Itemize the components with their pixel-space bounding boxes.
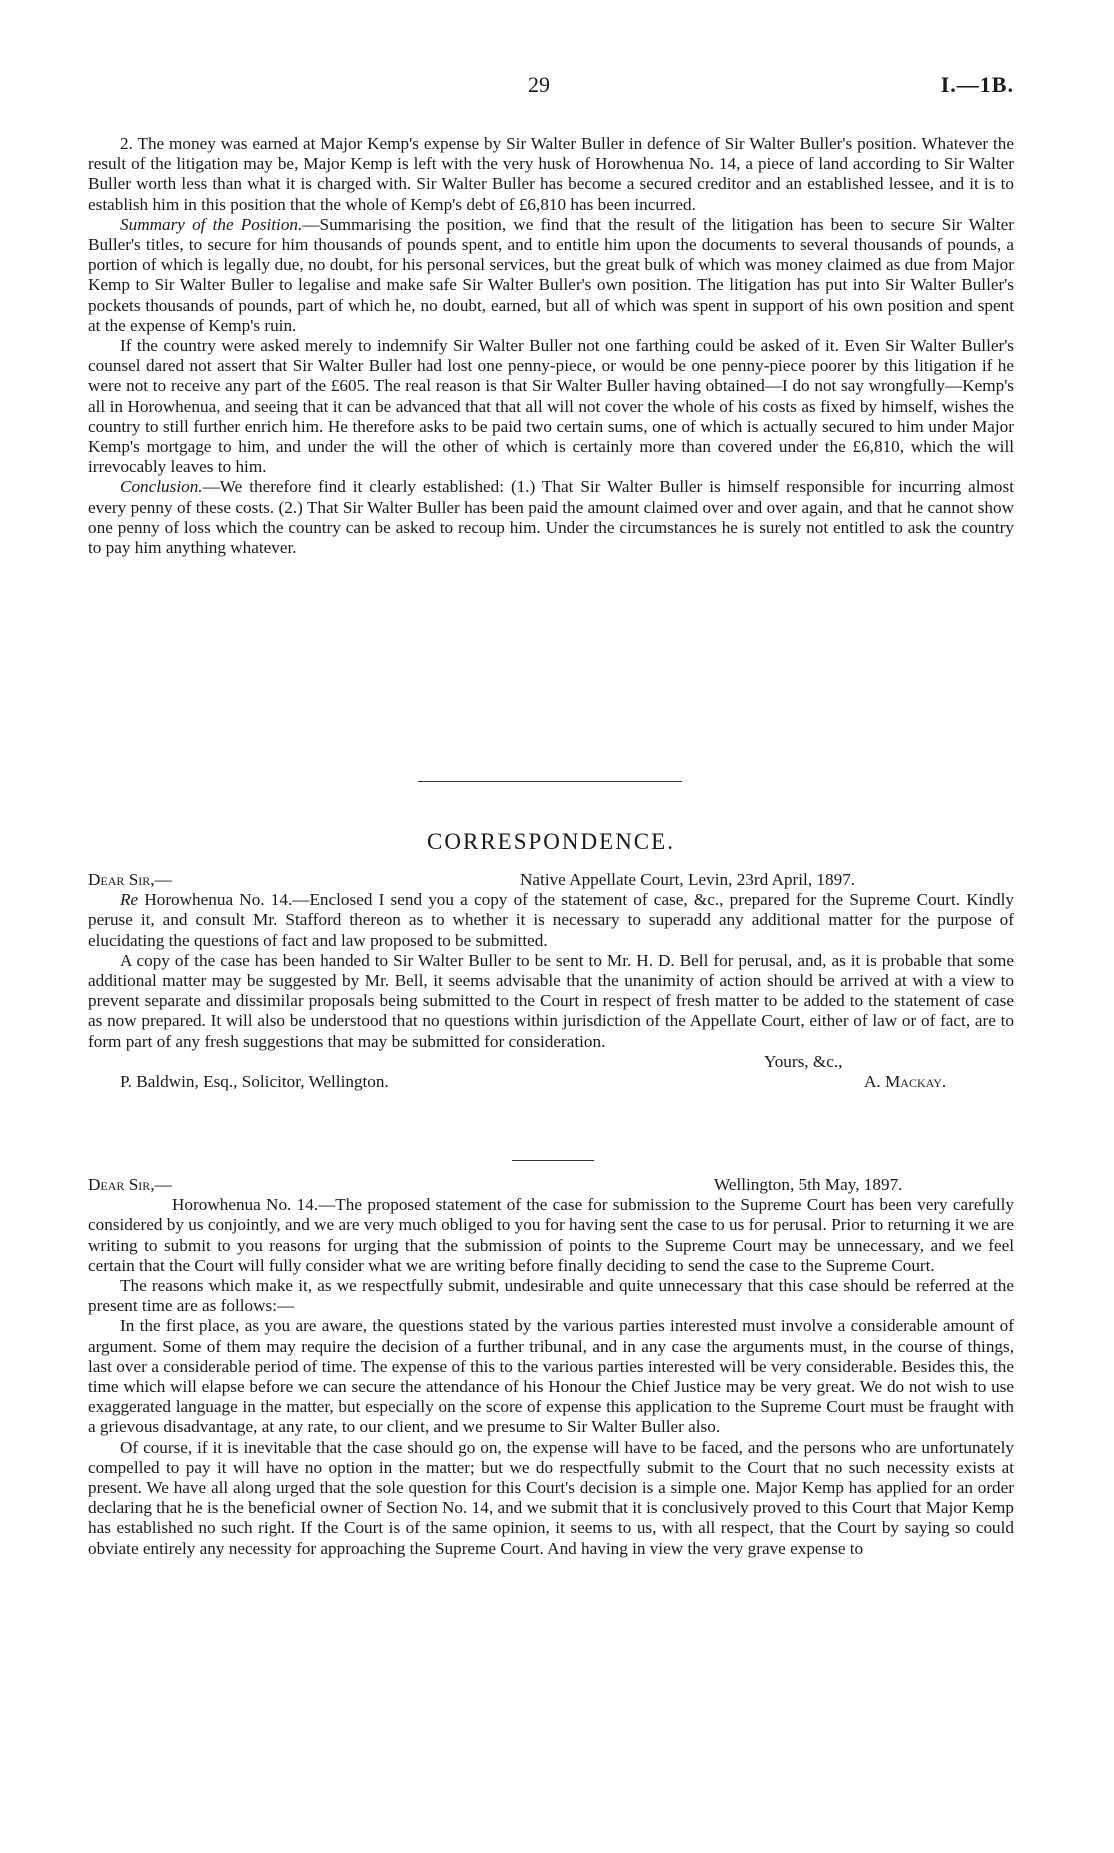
letter-1-addressee: P. Baldwin, Esq., Solicitor, Wellington. xyxy=(120,1072,389,1091)
paragraph-summary xyxy=(88,215,1014,336)
letter-2-paragraph-4: Of course, if it is inevitable that the case should go on, the expense will have to be faced, and the persons who are unfortunately compelled to pay it will have no option in the matter; but we do respectfully submit to the Court that no such necessity exists at present. We have all along urged that the sole question for this Court's decision is a simple one. Major Kemp has applied for an order declaring that he is the beneficial owner of Section No. 14, and we submit that it is conclusively proved to this Court that Major Kemp has established no such right. If the Court is of the same opinion, it seems to us, with all respect, that the Court by saying so could obviate entirely any necessity for approaching the Supreme Court. And having in view the very grave expense to xyxy=(88,1437,1014,1558)
letter-1-heading xyxy=(88,870,1014,890)
conclusion-heading: Conclusion. xyxy=(120,477,203,497)
letter-2-paragraph-2: The reasons which make it, as we respectfully submit, undesirable and quite unnecessary that this case should be referred at the present time are as follows:— xyxy=(88,1276,1014,1316)
letter-1-signature: A. Mackay. xyxy=(864,1072,947,1091)
letter-1 xyxy=(88,870,1014,1092)
letter-1-paragraph-2: A copy of the case has been handed to Sir Walter Buller to be sent to Mr. H. D. Bell for perusal, and, as it is probable that some additional matter may be suggested by Mr. Bell, it seems advisable that the unanimity of action should be arrived at with a view to prevent separate and dissimilar proposals being submitted to the Court in respect of fresh matter to be added to the statement of case as now prepared. It will also be understood that no questions within jurisdiction of the Appellate Court, either of law or of fact, are to form part of any fresh suggestions that may be submitted for consideration. xyxy=(88,950,1014,1051)
report-section xyxy=(88,134,1014,558)
document-reference: I.—1B. xyxy=(940,72,1014,97)
summary-text: —Summarising the position, we find that the result of the litigation has been to secure Sir Walter Buller's titles, to secure for him thousands of pounds spent, and to entitle him upon the documents to several thousands of pounds, a portion of which is legally due, no doubt, for his personal services, but the great bulk of which was money claimed as due from Major Kemp to Sir Walter Buller to legalise and make safe Sir Walter Buller's own position. The litigation has put into Sir Walter Buller's pockets thousands of pounds, part of which he, no doubt, earned, but all of which was spent in support of his own position and spent at the expense of Kemp's ruin. xyxy=(88,214,1014,335)
paragraph-indemnify: If the country were asked merely to indemnify Sir Walter Buller not one farthing could be asked of it. Even Sir Walter Buller's counsel dared not assert that Sir Walter Buller had lost one penny-piece, or would be one penny-piece poorer by this litigation if he were not to receive any part of the £605. The real reason is that Sir Walter Buller having obtained—I do not say wrongfully—Kemp's all in Horowhenua, and seeing that it can be advanced that that all will not cover the whole of his costs as fixed by himself, wishes the country to still further enrich him. He therefore asks to be paid two certain sums, one of which is actually secured to him under Major Kemp's mortgage to him, and under the will the other of which is certainly more than covered under the £6,810, which the will irrevocably leaves to him. xyxy=(88,336,1014,477)
letter-1-closing: Yours, &c., xyxy=(764,1051,843,1071)
letter-divider xyxy=(512,1160,594,1161)
paragraph-money-earned: 2. The money was earned at Major Kemp's expense by Sir Walter Buller in defence of Sir Walter Buller's position. Whatever the result of the litigation may be, Major Kemp is left with the very husk of Horowhenua No. 14, a piece of land according to Sir Walter Buller worth less than what it is charged with. Sir Walter Buller has become a secured creditor and an established lessee, and it is to establish him in this position that the whole of Kemp's debt of £6,810 has been incurred. xyxy=(88,134,1014,214)
section-divider xyxy=(418,781,682,782)
letter-2-place-date: Wellington, 5th May, 1897. xyxy=(714,1175,903,1194)
letter-2-heading xyxy=(88,1175,1014,1195)
page-header xyxy=(88,72,1014,102)
correspondence-title: CORRESPONDENCE. xyxy=(427,829,675,854)
paragraph-conclusion xyxy=(88,477,1014,558)
summary-heading: Summary of the Position. xyxy=(120,214,303,234)
letter-1-paragraph-1 xyxy=(88,890,1014,951)
letter-1-place-date: Native Appellate Court, Levin, 23rd April, 1897. xyxy=(520,870,856,889)
page-number: 29 xyxy=(528,72,550,97)
letter-1-closing-row xyxy=(88,1052,1014,1072)
letter-1-signoff-row xyxy=(88,1072,1014,1092)
letter-1-paragraph-1-text: Horowhenua No. 14.—Enclosed I send you a copy of the statement of case, &c., prepared for the Supreme Court. Kindly peruse it, and consult Mr. Stafford thereon as to whether it is necessary to superadd any additional matter for the purpose of elucidating the questions of fact and law proposed to be submitted. xyxy=(88,890,1014,950)
letter-2-paragraph-3: In the first place, as you are aware, the questions stated by the various parties interested must involve a considerable amount of argument. Some of them may require the decision of a further tribunal, and in any case the arguments must, in the course of things, last over a considerable period of time. The expense of this to the various parties interested will be very considerable. Besides this, the time which will elapse before we can secure the attendance of his Honour the Chief Justice may be very great. We do not wish to use exaggerated language in the matter, but especially on the score of expense this application to the Supreme Court must be fraught with a grievous disadvantage, at any rate, to our client, and we presume to Sir Walter Buller also. xyxy=(88,1316,1014,1437)
letter-2-salutation: Dear Sir,— xyxy=(88,1175,172,1194)
letter-2 xyxy=(88,1175,1014,1559)
letter-2-paragraph-1: Horowhenua No. 14.—The proposed statement of the case for submission to the Supreme Court has been very carefully considered by us conjointly, and we are very much obliged to you for having sent the case to us for perusal. Prior to returning it we are writing to submit to you reasons for urging that the submission of points to the Supreme Court may be unnecessary, and we feel certain that the Court will fully consider what we are writing before finally deciding to send the case to the Supreme Court. xyxy=(88,1195,1014,1275)
conclusion-text: —We therefore find it clearly established: (1.) That Sir Walter Buller is himself responsible for incurring almost every penny of these costs. (2.) That Sir Walter Buller has been paid the amount claimed over and over again, and that he cannot show one penny of loss which the country can be asked to recoup him. Under the circumstances he is surely not entitled to ask the country to pay him anything whatever. xyxy=(88,477,1014,558)
letter-1-salutation: Dear Sir,— xyxy=(88,870,172,889)
re-word: Re xyxy=(120,890,139,910)
